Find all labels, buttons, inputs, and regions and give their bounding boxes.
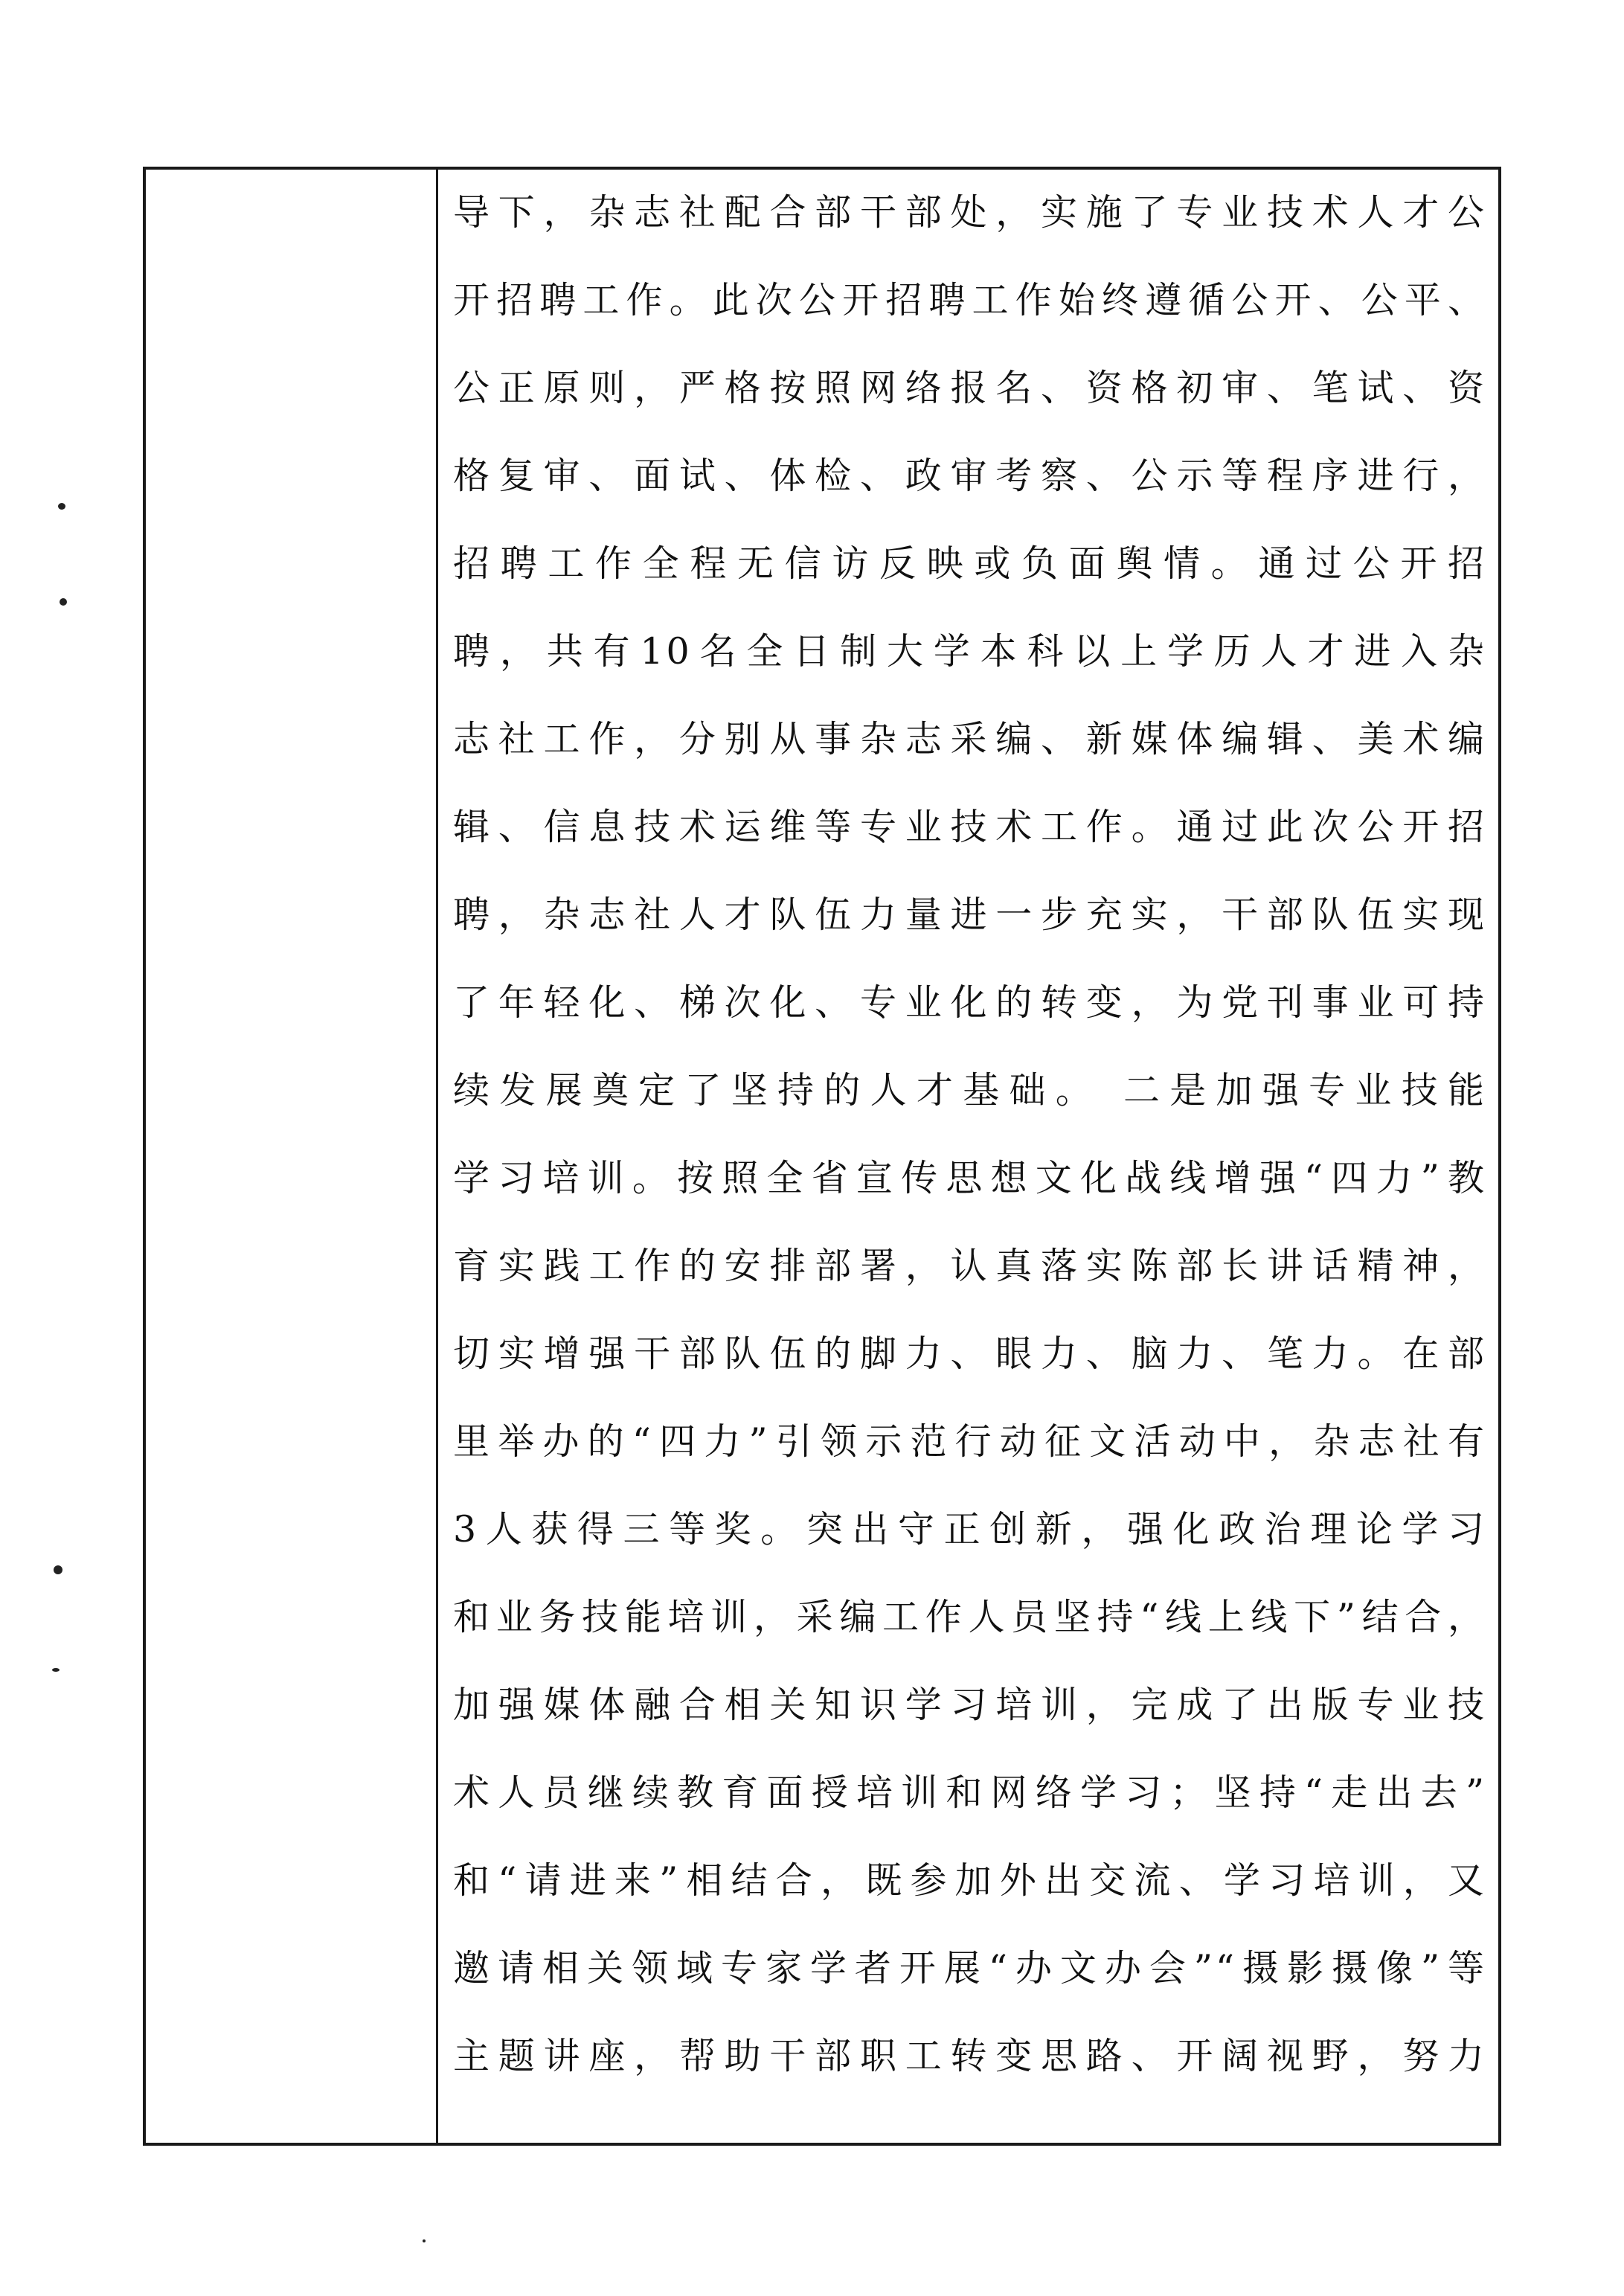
scan-dot bbox=[60, 598, 67, 606]
table-content-cell bbox=[438, 170, 1498, 2143]
text-line: 术人员继续教育面授培训和网络学习；坚持“走出去” bbox=[453, 1771, 1487, 1814]
table-label-cell bbox=[146, 170, 438, 2143]
text-line: 邀请相关领域专家学者开展“办文办会”“摄影摄像”等 bbox=[453, 1947, 1487, 1989]
text-line: 志社工作，分别从事杂志采编、新媒体编辑、美术编 bbox=[453, 718, 1487, 760]
text-line: 公正原则，严格按照网络报名、资格初审、笔试、资 bbox=[453, 367, 1487, 409]
text-line: 了年轻化、梯次化、专业化的转变，为党刊事业可持 bbox=[453, 981, 1487, 1024]
text-line: 主题讲座，帮助干部职工转变思路、开阔视野，努力 bbox=[453, 2035, 1487, 2077]
text-line: 学习培训。按照全省宣传思想文化战线增强“四力”教 bbox=[453, 1157, 1487, 1199]
text-line: 聘，共有10名全日制大学本科以上学历人才进入杂 bbox=[453, 630, 1487, 673]
scan-dot bbox=[52, 1668, 60, 1672]
text-line: 加强媒体融合相关知识学习培训，完成了出版专业技 bbox=[453, 1684, 1487, 1726]
text-line: 续发展奠定了坚持的人才基础。 二是加强专业技能 bbox=[453, 1069, 1487, 1112]
scan-dot bbox=[58, 503, 65, 510]
scan-dot bbox=[423, 2239, 426, 2242]
text-line: 3人获得三等奖。突出守正创新，强化政治理论学习 bbox=[453, 1508, 1487, 1551]
text-line: 招聘工作全程无信访反映或负面舆情。通过公开招 bbox=[453, 542, 1487, 585]
text-line: 聘，杂志社人才队伍力量进一步充实，干部队伍实现 bbox=[453, 894, 1487, 936]
text-line: 格复审、面试、体检、政审考察、公示等程序进行， bbox=[453, 455, 1487, 497]
scan-dot bbox=[54, 1565, 62, 1574]
text-line: 里举办的“四力”引领示范行动征文活动中，杂志社有 bbox=[453, 1420, 1487, 1463]
text-line: 切实增强干部队伍的脚力、眼力、脑力、笔力。在部 bbox=[453, 1333, 1487, 1375]
text-line: 和业务技能培训，采编工作人员坚持“线上线下”结合， bbox=[453, 1596, 1487, 1638]
text-line: 开招聘工作。此次公开招聘工作始终遵循公开、公平、 bbox=[453, 279, 1487, 321]
text-line: 和“请进来”相结合，既参加外出交流、学习培训，又 bbox=[453, 1859, 1487, 1902]
form-table bbox=[143, 167, 1501, 2146]
text-line: 辑、信息技术运维等专业技术工作。通过此次公开招 bbox=[453, 806, 1487, 848]
text-line: 育实践工作的安排部署，认真落实陈部长讲话精神， bbox=[453, 1245, 1487, 1287]
text-line: 导下，杂志社配合部干部处，实施了专业技术人才公 bbox=[453, 191, 1487, 234]
